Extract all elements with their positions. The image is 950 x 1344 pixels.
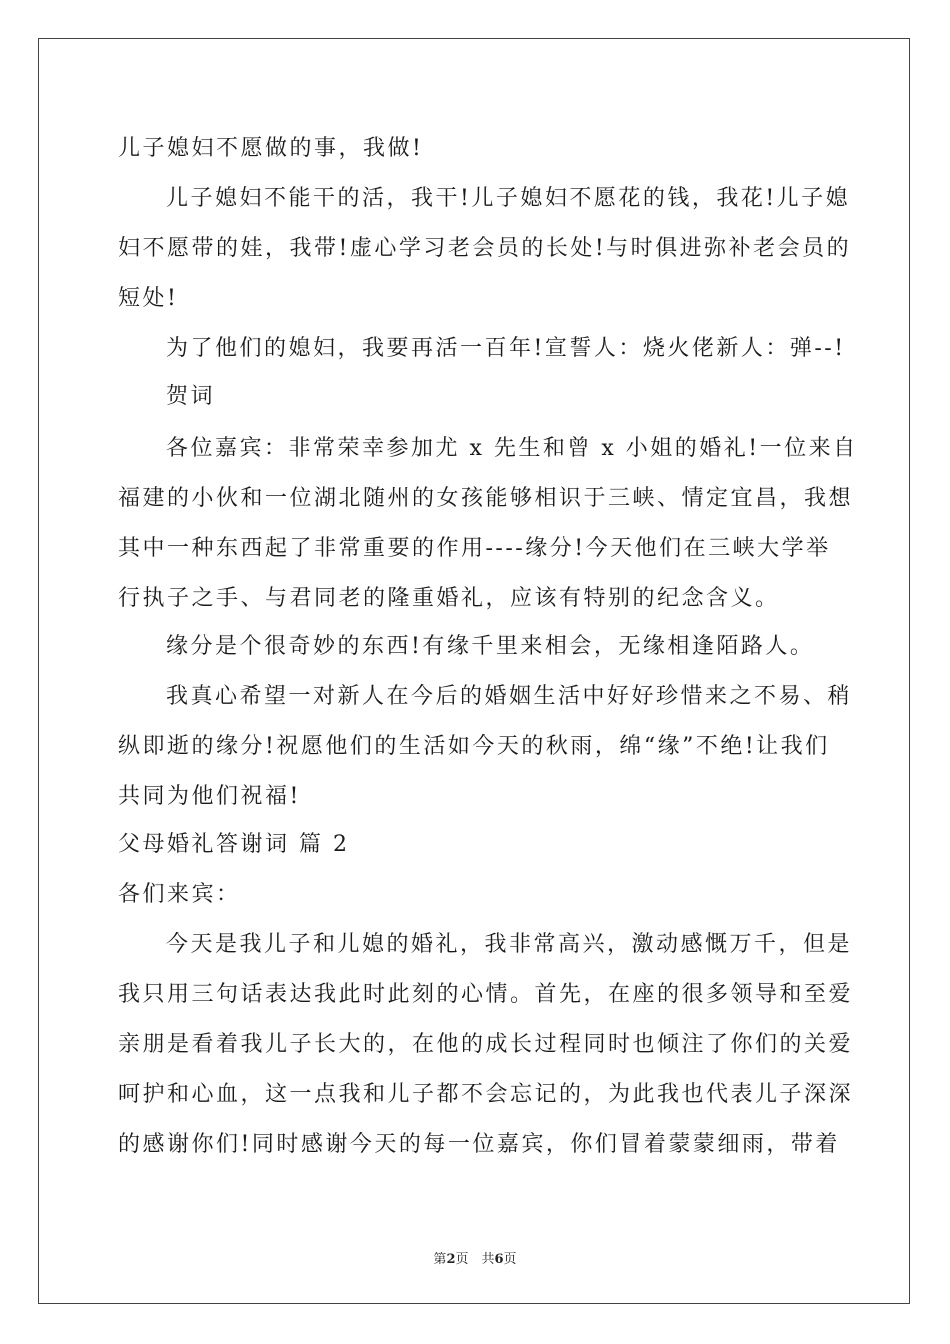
current-page-number: 2 <box>446 1252 456 1267</box>
text-line: 为了他们的媳妇，我要再活一百年!宣誓人：烧火佬新人：弹--! <box>166 336 846 361</box>
text-line: 儿子媳妇不愿做的事，我做! <box>118 136 424 161</box>
footer-mid: 页 共 <box>455 1252 495 1267</box>
text-line: 共同为他们祝福! <box>118 784 301 809</box>
section-heading: 贺词 <box>166 384 216 409</box>
text-line: 我只用三句话表达我此时此刻的心情。首先，在座的很多领导和至爱 <box>118 982 854 1007</box>
text-line: 今天是我儿子和儿媳的婚礼，我非常高兴，激动感慨万千，但是 <box>166 932 853 957</box>
text-line: 纵即逝的缘分!祝愿他们的生活如今天的秋雨，绵“缘”不绝!让我们 <box>118 734 830 759</box>
footer-prefix: 第 <box>433 1252 447 1267</box>
text-line: 儿子媳妇不能干的活，我干!儿子媳妇不愿花的钱，我花!儿子媳 <box>166 186 851 211</box>
section-heading: 父母婚礼答谢词 篇 2 <box>118 832 350 857</box>
text-line: 各们来宾： <box>118 882 241 907</box>
text-line: 亲朋是看着我儿子长大的，在他的成长过程同时也倾注了你们的关爱 <box>118 1032 854 1057</box>
text-line: 的感谢你们!同时感谢今天的每一位嘉宾，你们冒着蒙蒙细雨，带着 <box>118 1132 840 1157</box>
page-border <box>38 38 910 1304</box>
text-line: 妇不愿带的娃，我带!虚心学习老会员的长处!与时俱进弥补老会员的 <box>118 236 852 261</box>
page-footer <box>0 1248 950 1267</box>
text-line: 福建的小伙和一位湖北随州的女孩能够相识于三峡、情定宜昌，我想 <box>118 486 854 511</box>
footer-suffix: 页 <box>503 1252 517 1267</box>
text-line: 其中一种东西起了非常重要的作用----缘分!今天他们在三峡大学举 <box>118 536 831 561</box>
total-page-number: 6 <box>494 1252 504 1267</box>
text-line: 我真心希望一对新人在今后的婚姻生活中好好珍惜来之不易、稍 <box>166 684 853 709</box>
text-line: 缘分是个很奇妙的东西!有缘千里来相会，无缘相逢陌路人。 <box>166 634 815 659</box>
text-line: 呵护和心血，这一点我和儿子都不会忘记的，为此我也代表儿子深深 <box>118 1082 854 1107</box>
text-line: 各位嘉宾：非常荣幸参加尤 x 先生和曾 x 小姐的婚礼!一位来自 <box>166 436 858 461</box>
text-line: 行执子之手、与君同老的隆重婚礼，应该有特别的纪念含义。 <box>118 586 780 611</box>
text-line: 短处! <box>118 286 179 311</box>
